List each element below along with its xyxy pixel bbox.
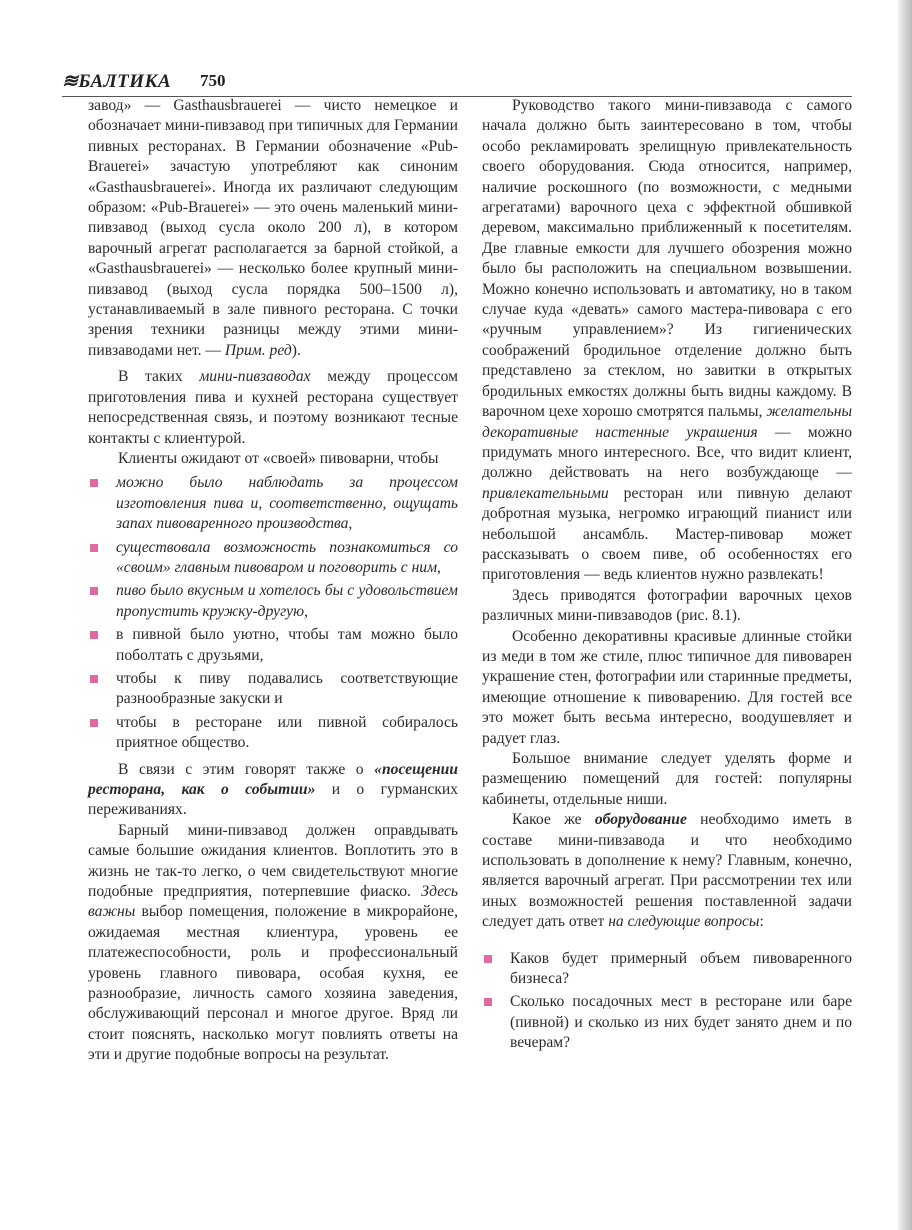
text-run: ). (291, 341, 301, 359)
text-run: В связи с этим говорят также о (118, 760, 364, 778)
list-item-text: чтобы в ресторане или пивной собиралось приятное общество. (116, 713, 458, 752)
list-item-text: чтобы к пиву подавались соответствующие разнообразные закуски и (116, 669, 458, 708)
left-column (88, 96, 458, 1066)
pink-square-bullet-icon (90, 544, 98, 552)
paragraph (482, 96, 852, 586)
list-item-text: существовала возможность познакомиться со «своим» главным пивоваром и поговорить с ним, (116, 538, 458, 576)
pink-square-bullet-icon (484, 955, 492, 963)
text-run: необходимо иметь в составе мини-пивзавода и что необходимо использовать в дополнение к нему? Главным, конечно, является варочный агрегат. При рассмотрении тех или иных возможностей решения поставленной задачи следует дать ответ (482, 811, 853, 931)
text-run: Руководство такого мини-пивзавода с самого начала должно быть заинтересовано в том, чтобы особо рекламировать зрелищную привлекательность своего оборудования. Сюда относится, например, наличие роскошного (по возможности, с медными агрегатами) варочного цеха с эффектной обшивкой деревом, максимально приближенный к посетителям. Две главные емкости для лучшего обозрения можно было бы расположить на специальном возвышении. Можно конечно использовать и автоматику, но в таком случае куда «девать» самого мастера-пивовара с его «ручным управлением»? Из гигиенических соображений бродильное отделение должно быть представлено за стеклом, но завитки в открытых бродильных емкостях должны быть видны каждому. В варочном цехе хорошо смотрятся пальмы, (482, 97, 852, 421)
spacer (482, 933, 852, 945)
list-item (510, 949, 852, 990)
paragraph (482, 810, 852, 932)
list-item (116, 473, 458, 534)
list-item-text: в пивной было уютно, чтобы там можно было поболтать с друзьями, (116, 626, 458, 664)
emphasis: желательны декоративные настенные украшения (482, 403, 853, 441)
pink-square-bullet-icon (484, 998, 492, 1006)
paragraph: Здесь приводятся фотографии варочных цехов различных мини-пивзаводов (рис. 8.1). (482, 586, 852, 625)
bold-emphasis: «посещении ресторана, как о событии» (88, 760, 458, 798)
emphasis: на следующие вопросы (608, 913, 760, 931)
page-edge-shadow (898, 0, 912, 1230)
running-header (62, 70, 852, 97)
pink-square-bullet-icon (90, 479, 98, 487)
list-item (116, 713, 458, 754)
page-number: 750 (200, 71, 226, 90)
text-run: выбор помещения, положение в микрорайоне, ожидаемая местная клиентура, уровень ее платежеспособности, роль и профессиональный уровень главного пивовара, особая кухня, ее разнообразие, личность самого хозяина заведения, обслуживающий персонал и многое другое. Вряд ли стоит пояснять, насколько могут повлиять ответы на эти и другие подобные вопросы на результат. (88, 903, 458, 1064)
paragraph: Большое внимание следует уделять форме и размещению помещений для гостей: популярны кабинеты, отдельные ниши. (482, 750, 852, 808)
emphasis: привлекательными (482, 484, 609, 502)
list-item (116, 669, 458, 710)
pink-square-bullet-icon (90, 631, 98, 639)
paragraph (88, 760, 458, 821)
paragraph: Особенно декоративны красивые длинные стойки из меди в том же стиле, плюс типичное для пивоварен украшение стен, фотографии или старинные предметы, имеющие отношение к пивоварению. Для гостей все это может быть весьма интересно, воодушевляет и радует глаз. (482, 627, 852, 747)
text-run: Барный мини-пивзавод должен оправдывать самые большие ожидания клиентов. Воплотить это в жизнь не так-то легко, о чем свидетельствуют многие подобные предприятия, потерпевшие фиаско. (88, 821, 458, 901)
emphasis: Здесь важны (88, 883, 458, 921)
text-run: и о гурманских переживаниях. (88, 781, 458, 819)
pink-square-bullet-icon (90, 587, 98, 595)
text-run: : (759, 913, 764, 931)
text-run: ресторан или пивную делают добротная музыка, негромко играющий пианист или небольшой ансамбль. Мастер-пивовар может рассказывать о своем пиве, об особенностях его приготовления — ведь клиентов нужно развлекать! (482, 484, 853, 584)
bold-emphasis: оборудование (594, 811, 687, 829)
text-run: Какое же (512, 811, 582, 829)
questions-list (482, 949, 852, 1054)
text-run: В таких (118, 368, 183, 386)
list-item-text: Сколько посадочных мест в ресторане или баре (пивной) и сколько из них будет занято днем и по вечерам? (510, 993, 852, 1052)
right-column (482, 96, 852, 1058)
list-item (510, 992, 852, 1053)
publisher-logo: ≋БАЛТИКА (62, 71, 172, 92)
paragraph (88, 367, 458, 449)
emphasis: мини-пивзаводах (199, 368, 311, 386)
text-run: — можно придумать много интересного. Все, что видит клиент, должно действовать на него возбуждающе — (482, 423, 852, 482)
expectations-list (88, 473, 458, 753)
paragraph (88, 821, 458, 1066)
list-item-text: Каков будет примерный объем пивоваренного бизнеса? (510, 949, 852, 988)
list-item-text: можно было наблюдать за процессом изготовления пива и, соответственно, ощущать запах пивоваренного производства, (116, 474, 458, 533)
pink-square-bullet-icon (90, 719, 98, 727)
editor-note: Прим. ред (224, 341, 292, 359)
list-item (116, 625, 458, 666)
paragraph: Клиенты ожидают от «своей» пивоварни, чтобы (118, 449, 439, 467)
pink-square-bullet-icon (90, 675, 98, 683)
list-item (116, 538, 458, 579)
list-item (116, 581, 458, 622)
text-run: между процессом приготовления пива и кухней ресторана существует непосредственная связь, и поэтому возникают тесные контакты с клиентурой. (88, 368, 458, 447)
paragraph (88, 96, 458, 361)
text-run: завод» — Gasthausbrauerei — чисто немецкое и обозначает мини-пивзавод при типичных для Германии пивных ресторанах. В Германии обозначение «Pub-Brauerei» зачастую употребляют как синоним «Gasthausbrauerei». Иногда их различают следующим образом: «Pub-Brauerei» — это очень маленький мини-пивзавод (выход сусла около 200 л), в котором варочный агрегат располагается за барной стойкой, а «Gasthausbrauerei» — несколько более крупный мини-пивзавод (выход сусла порядка 500–1500 л), устанавливаемый в зале пивного ресторана. С точки зрения техники разницы между этими мини-пивзаводами нет. — (88, 97, 458, 359)
list-item-text: пиво было вкусным и хотелось бы с удовольствием пропустить кружку-другую, (116, 582, 458, 620)
